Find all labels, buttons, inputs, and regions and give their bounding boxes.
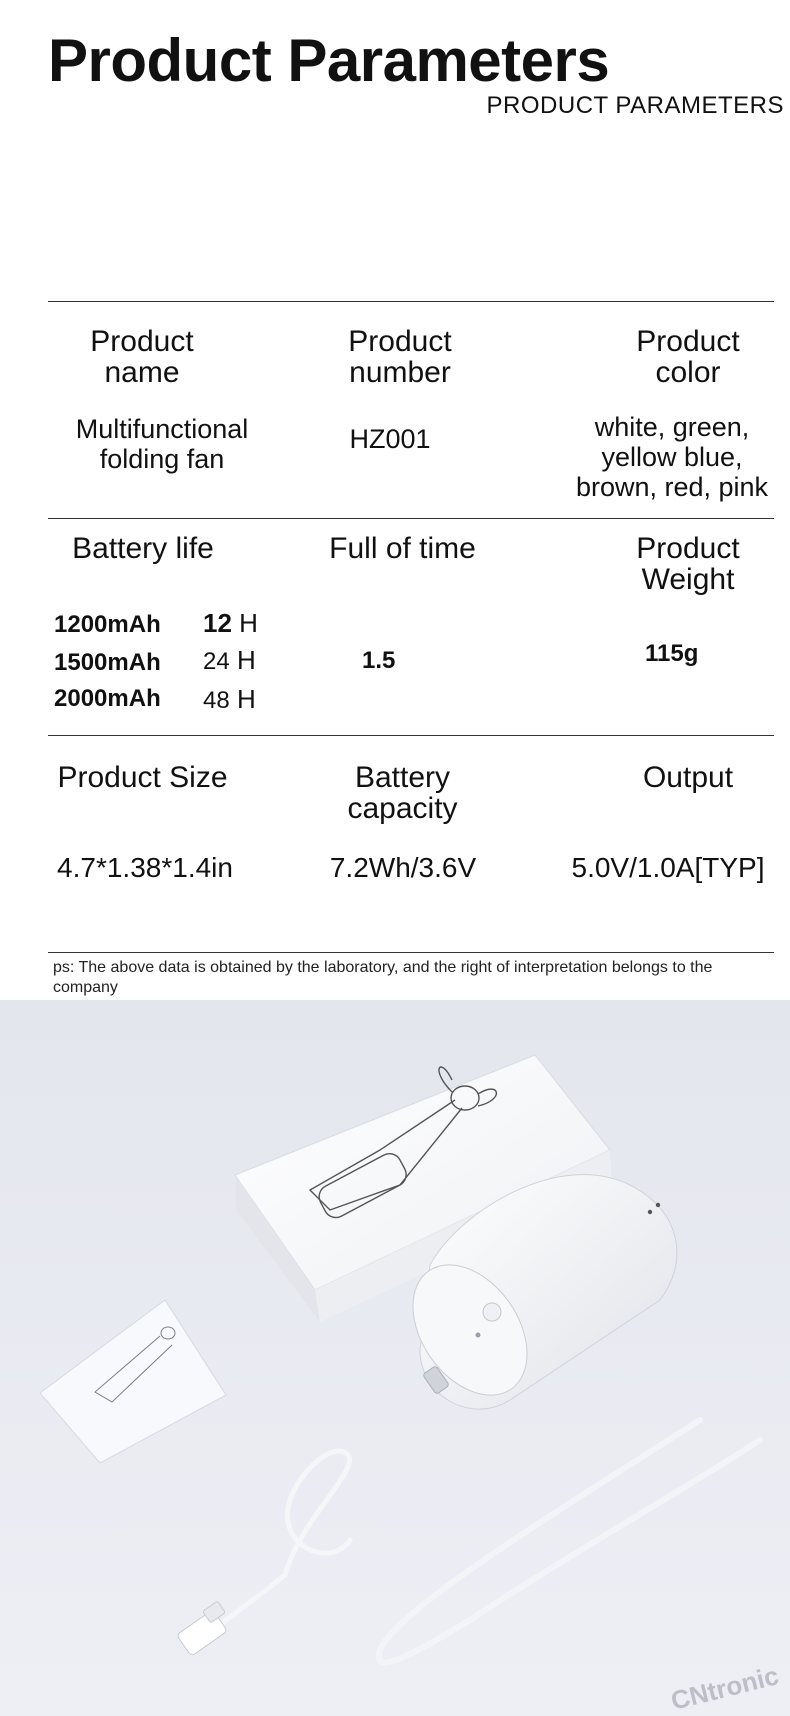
header-output: Output xyxy=(642,761,734,794)
row-divider-1 xyxy=(48,518,774,519)
header-battery-life: Battery life xyxy=(72,532,214,565)
page-subtitle: PRODUCT PARAMETERS xyxy=(486,92,784,119)
value-full-of-time: 1.5 xyxy=(362,647,396,674)
battery-hours-2: 24 H xyxy=(203,645,256,675)
watermark-logo: CNtronic xyxy=(668,1660,782,1716)
table-top-rule xyxy=(48,301,774,302)
battery-capacity-2: 1500mAh xyxy=(54,649,161,676)
footnote: ps: The above data is obtained by the laboratory, and the right of interpretation belongs to the company xyxy=(53,959,713,996)
header-full-of-time: Full of time xyxy=(329,532,476,565)
battery-capacity-3: 2000mAh xyxy=(54,685,161,712)
header-product-color: Product color xyxy=(636,325,740,389)
value-battery-capacity: 7.2Wh/3.6V xyxy=(329,852,477,883)
header-battery-capacity: Battery capacity xyxy=(347,761,458,825)
value-product-name: Multifunctional folding fan xyxy=(75,414,249,474)
value-product-size: 4.7*1.38*1.4in xyxy=(57,852,233,883)
header-product-name: Product name xyxy=(90,325,194,389)
battery-hours-3: 48 H xyxy=(203,684,256,714)
page-title: Product Parameters xyxy=(48,27,610,94)
header-product-size: Product Size xyxy=(57,761,228,794)
battery-hours-1: 12 H xyxy=(203,608,258,638)
table-bottom-rule xyxy=(48,952,774,953)
product-photo xyxy=(0,1000,790,1716)
value-output: 5.0V/1.0A[TYP] xyxy=(571,852,765,883)
value-product-number: HZ001 xyxy=(349,424,431,454)
row-divider-2 xyxy=(48,735,774,736)
value-product-color: white, green, yellow blue, brown, red, pink xyxy=(575,412,769,502)
header-product-weight: Product Weight xyxy=(636,532,740,596)
value-product-weight: 115g xyxy=(645,640,699,667)
header-product-number: Product number xyxy=(348,325,452,389)
battery-capacity-1: 1200mAh xyxy=(54,611,161,638)
